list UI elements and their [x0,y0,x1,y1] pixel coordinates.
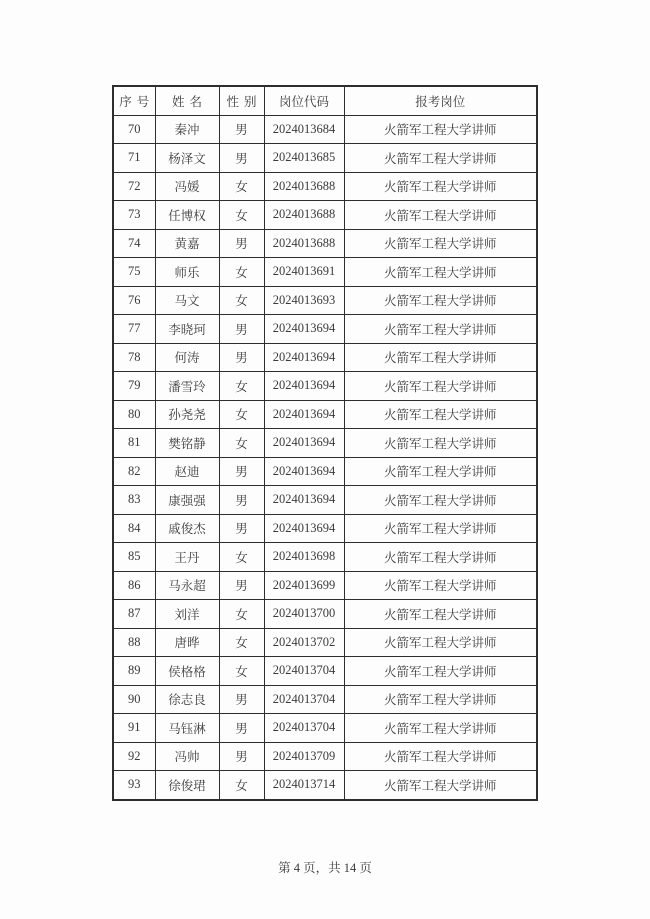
cell-serial-number: 81 [113,429,155,458]
cell-serial-number: 86 [113,571,155,600]
table-row [113,286,537,315]
cell-position-code: 2024013698 [264,543,344,572]
cell-applied-position: 火箭军工程大学讲师 [344,771,537,800]
table-row [113,457,537,486]
cell-gender: 女 [219,286,264,315]
cell-gender: 男 [219,315,264,344]
cell-serial-number: 78 [113,343,155,372]
cell-position-code: 2024013694 [264,315,344,344]
table-row [113,771,537,800]
cell-position-code: 2024013694 [264,400,344,429]
cell-position-code: 2024013694 [264,514,344,543]
cell-gender: 女 [219,372,264,401]
cell-serial-number: 76 [113,286,155,315]
cell-gender: 女 [219,600,264,629]
cell-name: 杨泽文 [155,144,219,173]
table-row [113,372,537,401]
table-row [113,400,537,429]
page-number-footer: 第 4 页，共 14 页 [278,861,372,875]
cell-serial-number: 92 [113,742,155,771]
cell-position-code: 2024013694 [264,372,344,401]
table-row [113,543,537,572]
cell-gender: 男 [219,115,264,144]
cell-name: 马钰淋 [155,714,219,743]
cell-applied-position: 火箭军工程大学讲师 [344,514,537,543]
cell-position-code: 2024013688 [264,172,344,201]
cell-name: 李晓珂 [155,315,219,344]
cell-position-code: 2024013709 [264,742,344,771]
cell-applied-position: 火箭军工程大学讲师 [344,742,537,771]
table-row [113,201,537,230]
cell-serial-number: 73 [113,201,155,230]
table-row [113,571,537,600]
cell-name: 任博权 [155,201,219,230]
cell-position-code: 2024013694 [264,429,344,458]
cell-position-code: 2024013684 [264,115,344,144]
cell-gender: 女 [219,771,264,800]
cell-gender: 男 [219,144,264,173]
header-serial-number: 序号 [113,86,155,115]
cell-serial-number: 87 [113,600,155,629]
cell-position-code: 2024013702 [264,628,344,657]
cell-applied-position: 火箭军工程大学讲师 [344,343,537,372]
cell-position-code: 2024013704 [264,685,344,714]
cell-gender: 男 [219,486,264,515]
cell-applied-position: 火箭军工程大学讲师 [344,172,537,201]
table-row [113,657,537,686]
table-row [113,685,537,714]
cell-gender: 男 [219,229,264,258]
cell-name: 刘洋 [155,600,219,629]
cell-serial-number: 85 [113,543,155,572]
cell-position-code: 2024013694 [264,343,344,372]
cell-position-code: 2024013704 [264,657,344,686]
cell-serial-number: 71 [113,144,155,173]
table-row [113,742,537,771]
cell-position-code: 2024013688 [264,229,344,258]
cell-gender: 男 [219,571,264,600]
cell-gender: 男 [219,514,264,543]
cell-name: 孙尧尧 [155,400,219,429]
cell-applied-position: 火箭军工程大学讲师 [344,201,537,230]
table-row [113,514,537,543]
table-row [113,714,537,743]
table-header-row [113,86,537,115]
cell-position-code: 2024013704 [264,714,344,743]
cell-name: 唐晔 [155,628,219,657]
cell-position-code: 2024013688 [264,201,344,230]
cell-applied-position: 火箭军工程大学讲师 [344,685,537,714]
cell-serial-number: 93 [113,771,155,800]
cell-gender: 男 [219,714,264,743]
cell-applied-position: 火箭军工程大学讲师 [344,628,537,657]
cell-name: 徐俊珺 [155,771,219,800]
table-row [113,315,537,344]
cell-name: 王丹 [155,543,219,572]
cell-gender: 女 [219,400,264,429]
cell-gender: 女 [219,172,264,201]
cell-name: 马文 [155,286,219,315]
cell-applied-position: 火箭军工程大学讲师 [344,315,537,344]
cell-serial-number: 82 [113,457,155,486]
cell-applied-position: 火箭军工程大学讲师 [344,486,537,515]
cell-name: 戚俊杰 [155,514,219,543]
cell-position-code: 2024013691 [264,258,344,287]
table-row [113,115,537,144]
cell-serial-number: 88 [113,628,155,657]
cell-position-code: 2024013685 [264,144,344,173]
cell-applied-position: 火箭军工程大学讲师 [344,115,537,144]
table-row [113,486,537,515]
cell-name: 赵迪 [155,457,219,486]
table-row [113,229,537,258]
cell-position-code: 2024013714 [264,771,344,800]
cell-applied-position: 火箭军工程大学讲师 [344,543,537,572]
cell-name: 马永超 [155,571,219,600]
cell-position-code: 2024013694 [264,457,344,486]
cell-applied-position: 火箭军工程大学讲师 [344,657,537,686]
header-name: 姓名 [155,86,219,115]
cell-gender: 女 [219,258,264,287]
applicant-roster-table [112,85,538,801]
cell-name: 冯帅 [155,742,219,771]
cell-name: 秦冲 [155,115,219,144]
cell-gender: 男 [219,343,264,372]
cell-serial-number: 84 [113,514,155,543]
cell-name: 何涛 [155,343,219,372]
cell-name: 侯格格 [155,657,219,686]
cell-serial-number: 90 [113,685,155,714]
cell-gender: 女 [219,543,264,572]
cell-applied-position: 火箭军工程大学讲师 [344,429,537,458]
cell-applied-position: 火箭军工程大学讲师 [344,714,537,743]
cell-position-code: 2024013693 [264,286,344,315]
cell-gender: 女 [219,657,264,686]
cell-gender: 男 [219,685,264,714]
header-position-code: 岗位代码 [264,86,344,115]
header-gender: 性别 [219,86,264,115]
table-row [113,258,537,287]
cell-applied-position: 火箭军工程大学讲师 [344,400,537,429]
cell-serial-number: 75 [113,258,155,287]
cell-serial-number: 91 [113,714,155,743]
cell-position-code: 2024013699 [264,571,344,600]
cell-serial-number: 83 [113,486,155,515]
cell-name: 冯媛 [155,172,219,201]
cell-applied-position: 火箭军工程大学讲师 [344,286,537,315]
table-row [113,343,537,372]
cell-serial-number: 72 [113,172,155,201]
cell-serial-number: 89 [113,657,155,686]
cell-gender: 女 [219,429,264,458]
cell-serial-number: 74 [113,229,155,258]
cell-name: 师乐 [155,258,219,287]
cell-applied-position: 火箭军工程大学讲师 [344,258,537,287]
cell-name: 康强强 [155,486,219,515]
cell-applied-position: 火箭军工程大学讲师 [344,457,537,486]
cell-position-code: 2024013700 [264,600,344,629]
cell-gender: 女 [219,628,264,657]
cell-serial-number: 70 [113,115,155,144]
cell-applied-position: 火箭军工程大学讲师 [344,600,537,629]
table-row [113,172,537,201]
cell-serial-number: 79 [113,372,155,401]
cell-serial-number: 80 [113,400,155,429]
table-row [113,628,537,657]
cell-applied-position: 火箭军工程大学讲师 [344,144,537,173]
table-row [113,144,537,173]
cell-name: 黄嘉 [155,229,219,258]
table-row [113,600,537,629]
cell-applied-position: 火箭军工程大学讲师 [344,571,537,600]
cell-name: 樊铭静 [155,429,219,458]
cell-gender: 男 [219,457,264,486]
cell-serial-number: 77 [113,315,155,344]
cell-name: 潘雪玲 [155,372,219,401]
header-applied-position: 报考岗位 [344,86,537,115]
cell-applied-position: 火箭军工程大学讲师 [344,229,537,258]
cell-name: 徐志良 [155,685,219,714]
table-row [113,429,537,458]
cell-applied-position: 火箭军工程大学讲师 [344,372,537,401]
cell-gender: 女 [219,201,264,230]
cell-gender: 男 [219,742,264,771]
cell-position-code: 2024013694 [264,486,344,515]
